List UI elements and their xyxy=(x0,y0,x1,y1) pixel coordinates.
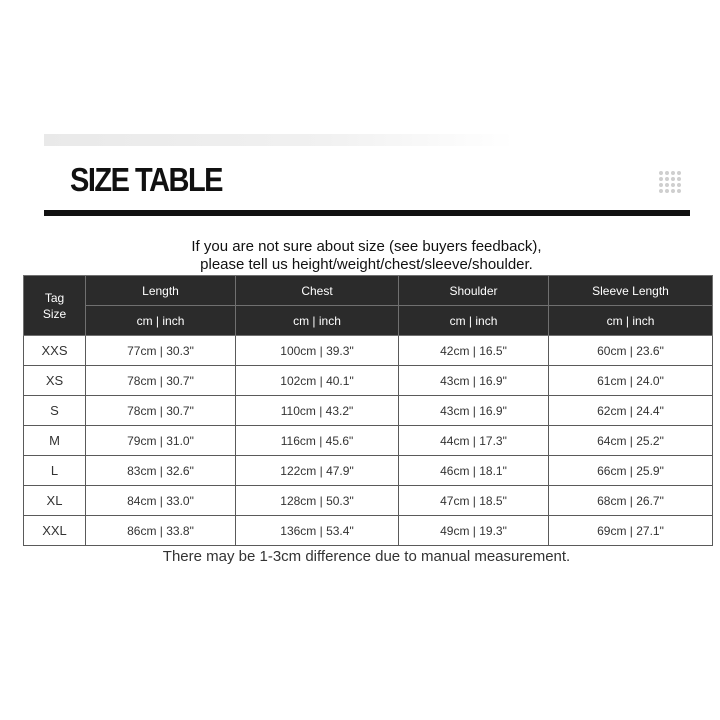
sleeve-length-cell: 62cm | 24.4" xyxy=(549,396,713,426)
column-header-sleeve-length: Sleeve Length xyxy=(549,276,713,306)
shoulder-cell: 47cm | 18.5" xyxy=(399,486,549,516)
length-cell: 83cm | 32.6" xyxy=(86,456,236,486)
column-header-chest: Chest xyxy=(236,276,399,306)
chest-cell: 128cm | 50.3" xyxy=(236,486,399,516)
length-cell: 79cm | 31.0" xyxy=(86,426,236,456)
size-cell: S xyxy=(24,396,86,426)
shoulder-cell: 42cm | 16.5" xyxy=(399,336,549,366)
sleeve-length-cell: 69cm | 27.1" xyxy=(549,516,713,546)
unit-header-length: cm | inch xyxy=(86,306,236,336)
header-row-units xyxy=(24,306,713,336)
size-table-body xyxy=(24,336,713,546)
table-row xyxy=(24,396,713,426)
length-cell: 78cm | 30.7" xyxy=(86,396,236,426)
length-cell: 77cm | 30.3" xyxy=(86,336,236,366)
unit-header-sleeve-length: cm | inch xyxy=(549,306,713,336)
table-row xyxy=(24,486,713,516)
sleeve-length-cell: 61cm | 24.0" xyxy=(549,366,713,396)
table-row xyxy=(24,366,713,396)
size-table-header xyxy=(24,276,713,336)
page-title: SIZE TABLE xyxy=(70,162,223,199)
size-note-line-1: If you are not sure about size (see buyers feedback), xyxy=(191,238,542,255)
shoulder-cell: 49cm | 19.3" xyxy=(399,516,549,546)
shoulder-cell: 43cm | 16.9" xyxy=(399,396,549,426)
size-table xyxy=(23,275,713,546)
dot-grid-icon xyxy=(659,171,681,193)
chest-cell: 116cm | 45.6" xyxy=(236,426,399,456)
unit-header-shoulder: cm | inch xyxy=(399,306,549,336)
size-cell: M xyxy=(24,426,86,456)
unit-header-chest: cm | inch xyxy=(236,306,399,336)
size-cell: XXS xyxy=(24,336,86,366)
table-row xyxy=(24,516,713,546)
size-cell: XL xyxy=(24,486,86,516)
title-divider xyxy=(44,210,690,216)
shoulder-cell: 46cm | 18.1" xyxy=(399,456,549,486)
table-row xyxy=(24,426,713,456)
sleeve-length-cell: 66cm | 25.9" xyxy=(549,456,713,486)
chest-cell: 136cm | 53.4" xyxy=(236,516,399,546)
size-cell: XS xyxy=(24,366,86,396)
sleeve-length-cell: 60cm | 23.6" xyxy=(549,336,713,366)
size-note xyxy=(0,238,720,274)
tag-size-header xyxy=(24,276,86,336)
shoulder-cell: 43cm | 16.9" xyxy=(399,366,549,396)
tag-header-label: Tag xyxy=(44,290,65,305)
length-cell: 78cm | 30.7" xyxy=(86,366,236,396)
size-note-line-2: please tell us height/weight/chest/sleeve/shoulder. xyxy=(200,256,533,273)
column-header-length: Length xyxy=(86,276,236,306)
length-cell: 86cm | 33.8" xyxy=(86,516,236,546)
sleeve-length-cell: 68cm | 26.7" xyxy=(549,486,713,516)
table-row xyxy=(24,456,713,486)
size-header-label: Size xyxy=(42,306,67,321)
sleeve-length-cell: 64cm | 25.2" xyxy=(549,426,713,456)
shoulder-cell: 44cm | 17.3" xyxy=(399,426,549,456)
measurement-disclaimer: There may be 1-3cm difference due to manual measurement. xyxy=(162,548,571,565)
header-fade-bar xyxy=(44,134,514,146)
chest-cell: 102cm | 40.1" xyxy=(236,366,399,396)
length-cell: 84cm | 33.0" xyxy=(86,486,236,516)
column-header-shoulder: Shoulder xyxy=(399,276,549,306)
size-cell: L xyxy=(24,456,86,486)
header-row-columns xyxy=(24,276,713,306)
chest-cell: 110cm | 43.2" xyxy=(236,396,399,426)
table-row xyxy=(24,336,713,366)
chest-cell: 122cm | 47.9" xyxy=(236,456,399,486)
size-cell: XXL xyxy=(24,516,86,546)
chest-cell: 100cm | 39.3" xyxy=(236,336,399,366)
